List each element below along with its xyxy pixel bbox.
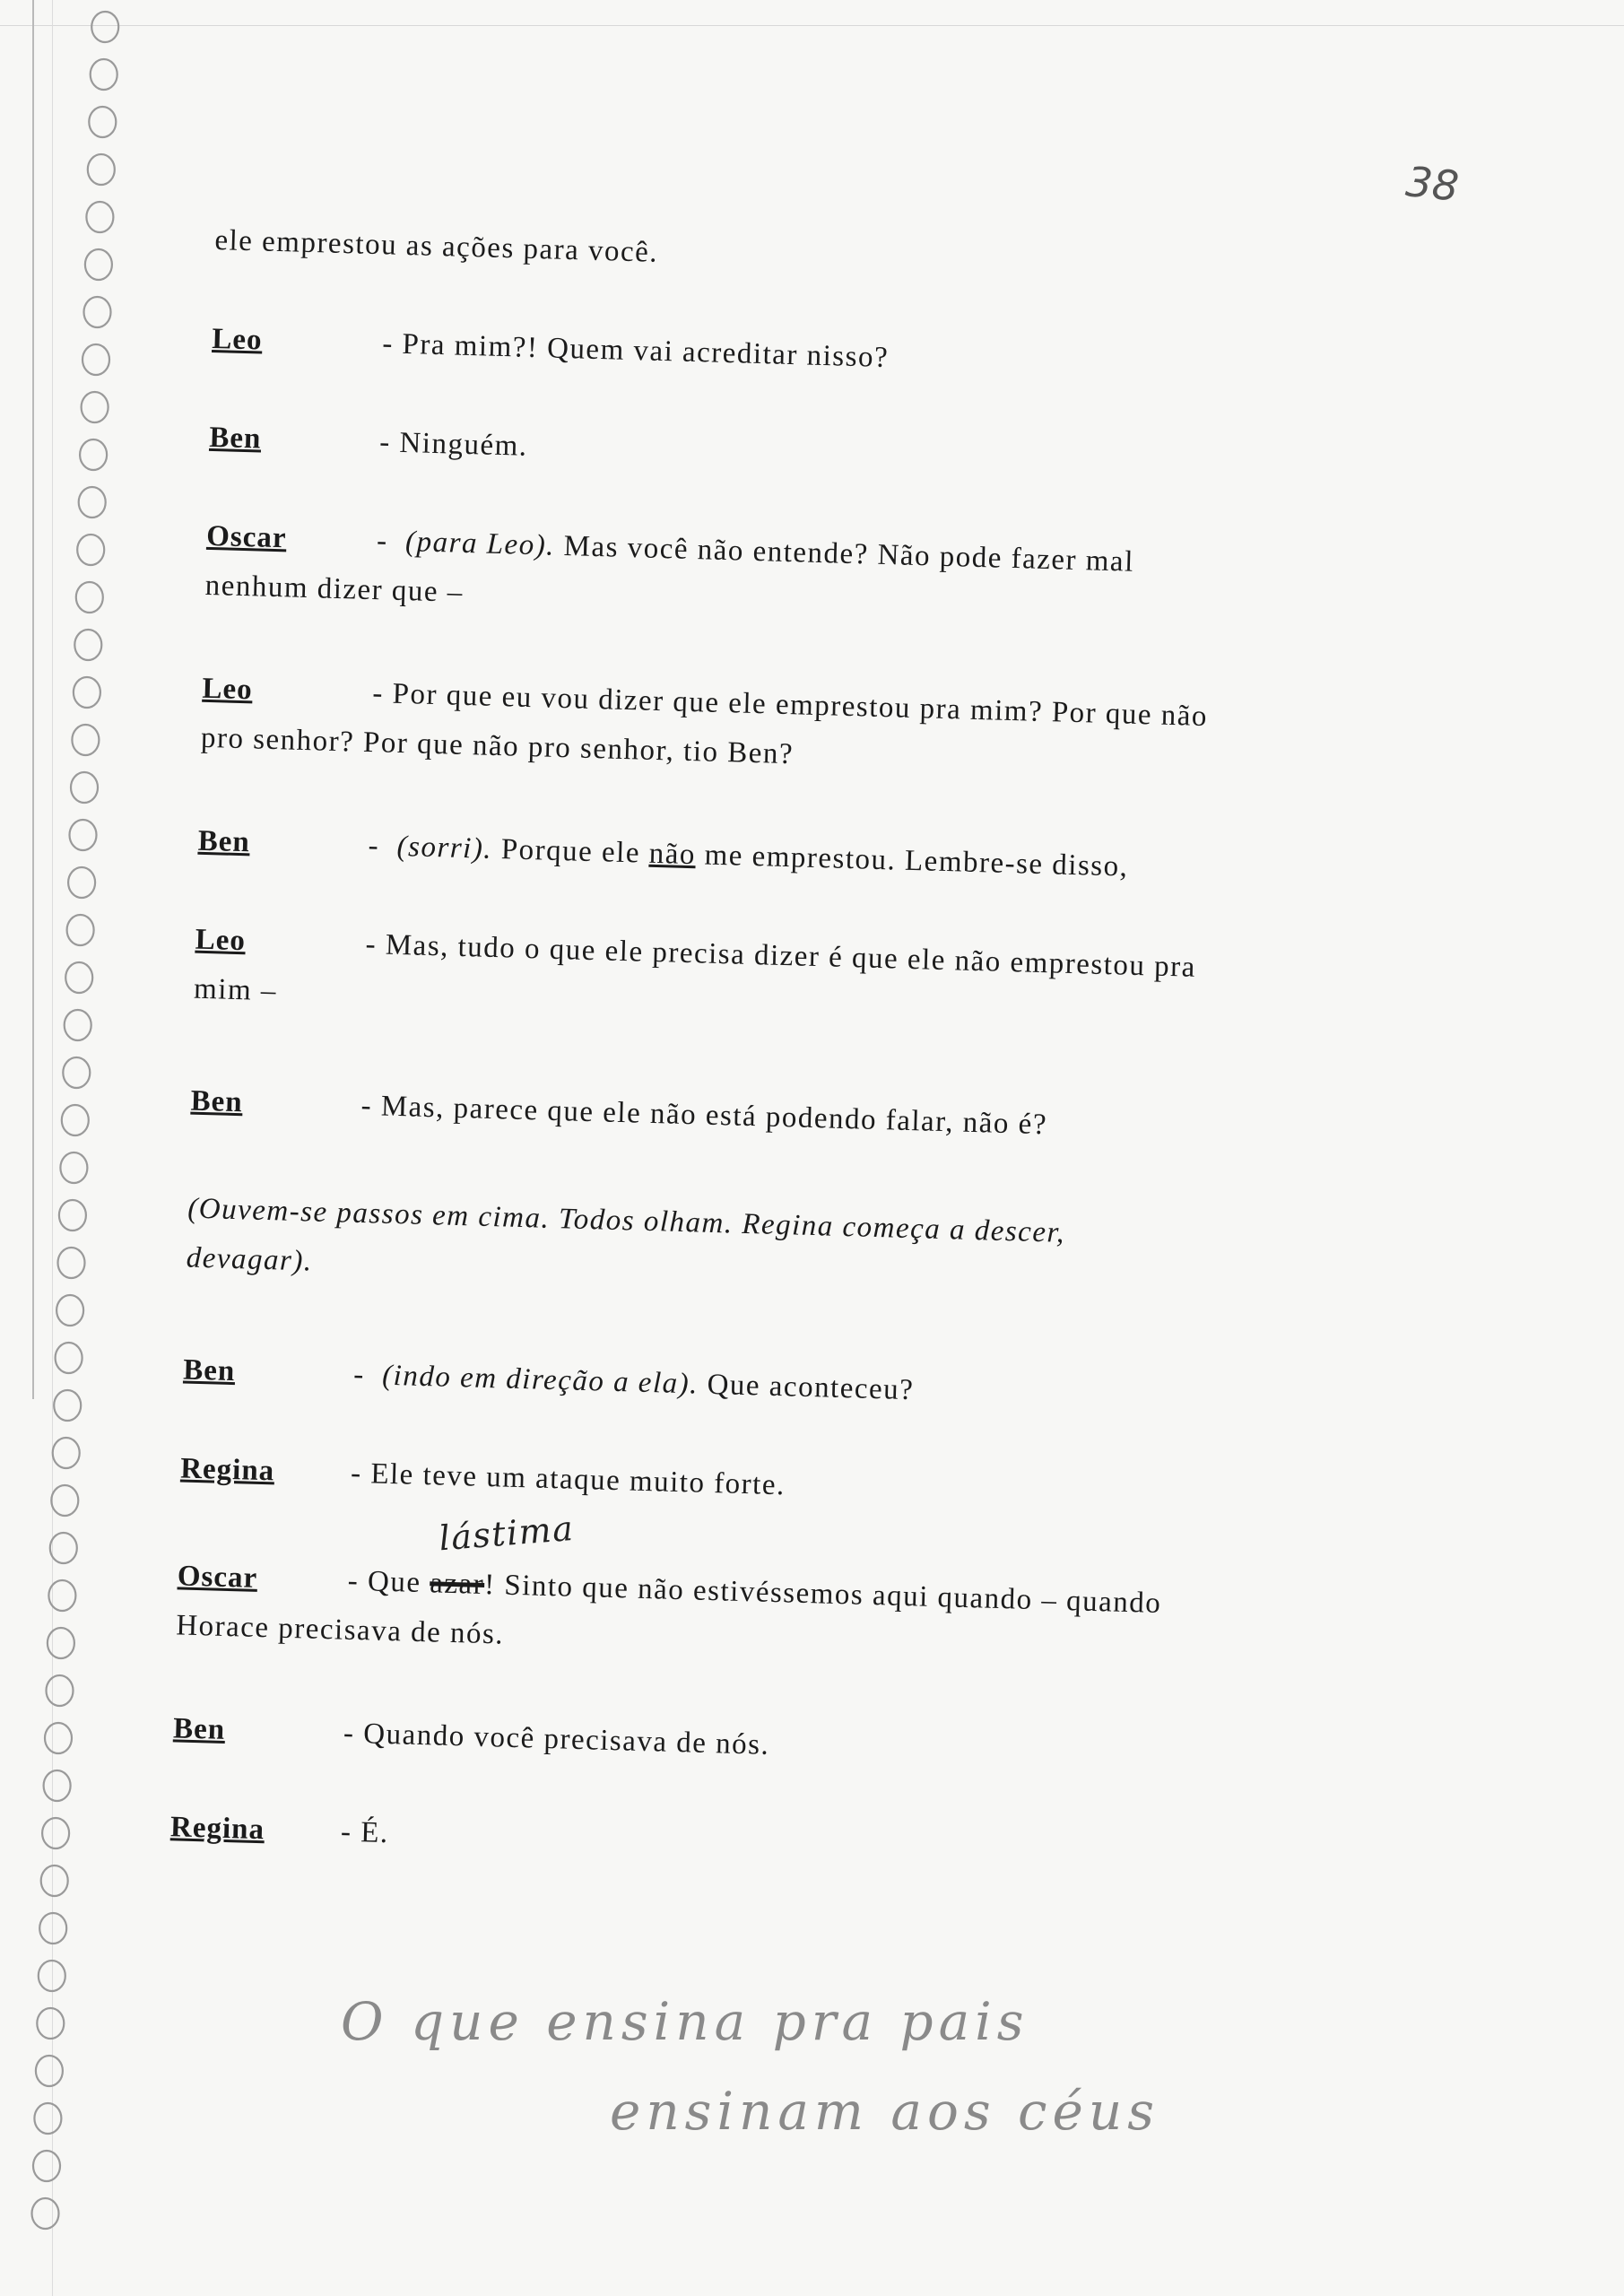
binder-hole — [89, 107, 116, 137]
binder-hole — [63, 1057, 90, 1088]
binder-hole — [32, 2198, 59, 2229]
binder-hole — [70, 820, 97, 850]
dash: - — [376, 525, 389, 558]
binder-hole — [45, 1723, 72, 1753]
continuation-text: Horace precisava de nós. — [175, 1609, 505, 1651]
speaker-name: Ben — [190, 1084, 244, 1119]
binder-hole — [48, 1628, 74, 1658]
binder-hole — [48, 1580, 75, 1611]
dialogue-text: - Mas, tudo o que ele precisa dizer é que ele não emprestou pra — [365, 928, 1197, 984]
pencil-note — [314, 1973, 1211, 2179]
dialogue-continuation — [176, 1609, 505, 1651]
pencil-note-line-1: O que ensina pra pais — [341, 1991, 1029, 2052]
dialogue-line-oscar — [177, 1508, 1162, 1621]
speaker-name: Regina — [169, 1811, 265, 1847]
dialogue-text — [368, 830, 1129, 884]
stage-direction: (para Leo). — [404, 526, 556, 562]
binder-hole — [74, 677, 100, 708]
binder-hole — [84, 297, 111, 327]
dialogue-post: ! Sinto que não estivéssemos aqui quando – quando — [483, 1568, 1162, 1621]
binder-hole — [56, 1343, 83, 1373]
dialogue-line-ben — [208, 421, 529, 463]
speaker-name: Ben — [172, 1712, 226, 1746]
speaker-name: Oscar — [177, 1560, 258, 1595]
dialogue-pre: - Que — [347, 1564, 430, 1600]
binder-hole — [76, 582, 103, 613]
dash: - — [352, 1358, 366, 1392]
dialogue-line-ben — [197, 824, 1129, 883]
speaker-name: Leo — [202, 672, 254, 707]
dialogue-text: - Por que eu vou dizer que ele emprestou pra mim? Por que não — [371, 677, 1209, 734]
speaker-name: Regina — [179, 1452, 275, 1488]
binder-hole — [79, 487, 106, 517]
top-edge-rule — [0, 25, 1624, 26]
dialogue-line-ben — [172, 1712, 770, 1761]
binder-hole — [59, 1200, 86, 1231]
dialogue-line-ben — [190, 1084, 1048, 1142]
binder-hole — [58, 1248, 85, 1278]
dash: - — [368, 830, 380, 863]
binder-hole — [44, 1770, 71, 1801]
dialogue-post: me emprestou. Lembre-se disso, — [695, 839, 1129, 883]
stage-direction-continuation — [186, 1242, 313, 1279]
binder-hole — [36, 2056, 63, 2086]
speaker-name: Leo — [195, 923, 247, 958]
binder-hole — [41, 1866, 68, 1896]
dialogue-line-leo — [211, 322, 890, 375]
binder-hole — [86, 202, 113, 232]
dialogue-main: Que aconteceu? — [698, 1368, 915, 1407]
binder-hole — [47, 1675, 74, 1706]
binder-hole — [39, 1961, 65, 1991]
dialogue-line-regina — [179, 1452, 786, 1502]
stage-direction: (Ouvem-se passos em cima. Todos olham. Regina começa a descer, — [187, 1192, 1066, 1249]
binder-hole — [82, 392, 109, 422]
stage-direction: (indo em direção a ela). — [381, 1359, 699, 1401]
binder-hole — [53, 1438, 80, 1468]
continuation-text: pro senhor? Por que não pro senhor, tio Ben? — [200, 721, 795, 771]
binder-hole — [91, 12, 118, 42]
dialogue-text: - Pra mim?! Quem vai acreditar nisso? — [381, 327, 890, 375]
binder-hole — [56, 1295, 83, 1326]
dialogue-pre: Porque ele — [491, 832, 650, 870]
binder-hole — [60, 1152, 87, 1183]
speaker-name: Ben — [208, 421, 262, 456]
dialogue-continuation — [204, 570, 464, 610]
binder-hole — [71, 772, 98, 803]
dialogue-text: - Ninguém. — [378, 426, 529, 463]
binder-hole — [91, 59, 117, 90]
speaker-name: Oscar — [205, 519, 288, 555]
dialogue-line-oscar — [205, 519, 1135, 578]
dialogue-text — [377, 525, 1135, 579]
continuation-text: nenhum dizer que – — [204, 569, 465, 609]
dialogue-line-leo — [195, 923, 1197, 984]
binder-hole — [65, 962, 92, 993]
binder-hole — [37, 2008, 64, 2039]
dialogue-text: - Mas, parece que ele não está podendo falar, não é? — [360, 1089, 1048, 1142]
binder-hole — [33, 2151, 60, 2181]
page-number: 38 — [1403, 157, 1462, 211]
script-text — [169, 224, 1470, 1850]
dialogue-text — [347, 1565, 1161, 1621]
line-continuation — [214, 224, 659, 270]
binder-hole — [77, 535, 104, 565]
binder-holes — [0, 0, 126, 2296]
handwritten-correction: lástima — [437, 1508, 576, 1559]
stage-direction-line — [187, 1193, 1066, 1250]
binder-hole — [74, 630, 101, 660]
stage-direction: devagar). — [186, 1241, 314, 1278]
binder-hole — [62, 1105, 89, 1135]
speaker-name: Leo — [211, 322, 264, 357]
struck-word: azar — [429, 1567, 485, 1601]
dialogue-continuation — [194, 973, 278, 1009]
binder-hole — [83, 344, 109, 375]
speaker-name: Ben — [182, 1353, 236, 1388]
line-text: ele emprestou as ações para você. — [213, 224, 659, 269]
binder-hole — [72, 725, 99, 755]
binder-hole — [88, 154, 115, 185]
binder-hole — [39, 1913, 66, 1944]
dialogue-line-leo — [202, 672, 1209, 734]
dialogue-text: - É. — [340, 1815, 390, 1850]
speaker-name: Ben — [197, 824, 251, 859]
binder-hole — [34, 2103, 61, 2134]
binder-hole — [67, 915, 94, 945]
emphasis-word: não — [648, 837, 697, 872]
pencil-note-line-2: ensinam aos céus — [610, 2081, 1159, 2142]
binder-hole — [54, 1390, 81, 1421]
dialogue-continuation — [200, 722, 794, 771]
binder-hole — [68, 867, 95, 898]
binder-hole — [51, 1485, 78, 1516]
binder-hole — [80, 439, 107, 470]
dialogue-line-ben — [182, 1353, 915, 1407]
dialogue-text: - Quando você precisava de nós. — [343, 1717, 770, 1761]
binder-hole — [42, 1818, 69, 1848]
dialogue-text: - Ele teve um ataque muito forte. — [350, 1457, 786, 1502]
binder-hole — [65, 1010, 91, 1040]
stage-direction: (sorri). — [396, 830, 493, 865]
dialogue-main: Mas você não entende? Não pode fazer mal — [554, 529, 1135, 578]
continuation-text: mim – — [193, 972, 278, 1008]
dialogue-text — [353, 1359, 915, 1407]
dialogue-line-regina — [169, 1811, 390, 1850]
binder-hole — [85, 249, 112, 280]
binder-hole — [50, 1533, 77, 1563]
